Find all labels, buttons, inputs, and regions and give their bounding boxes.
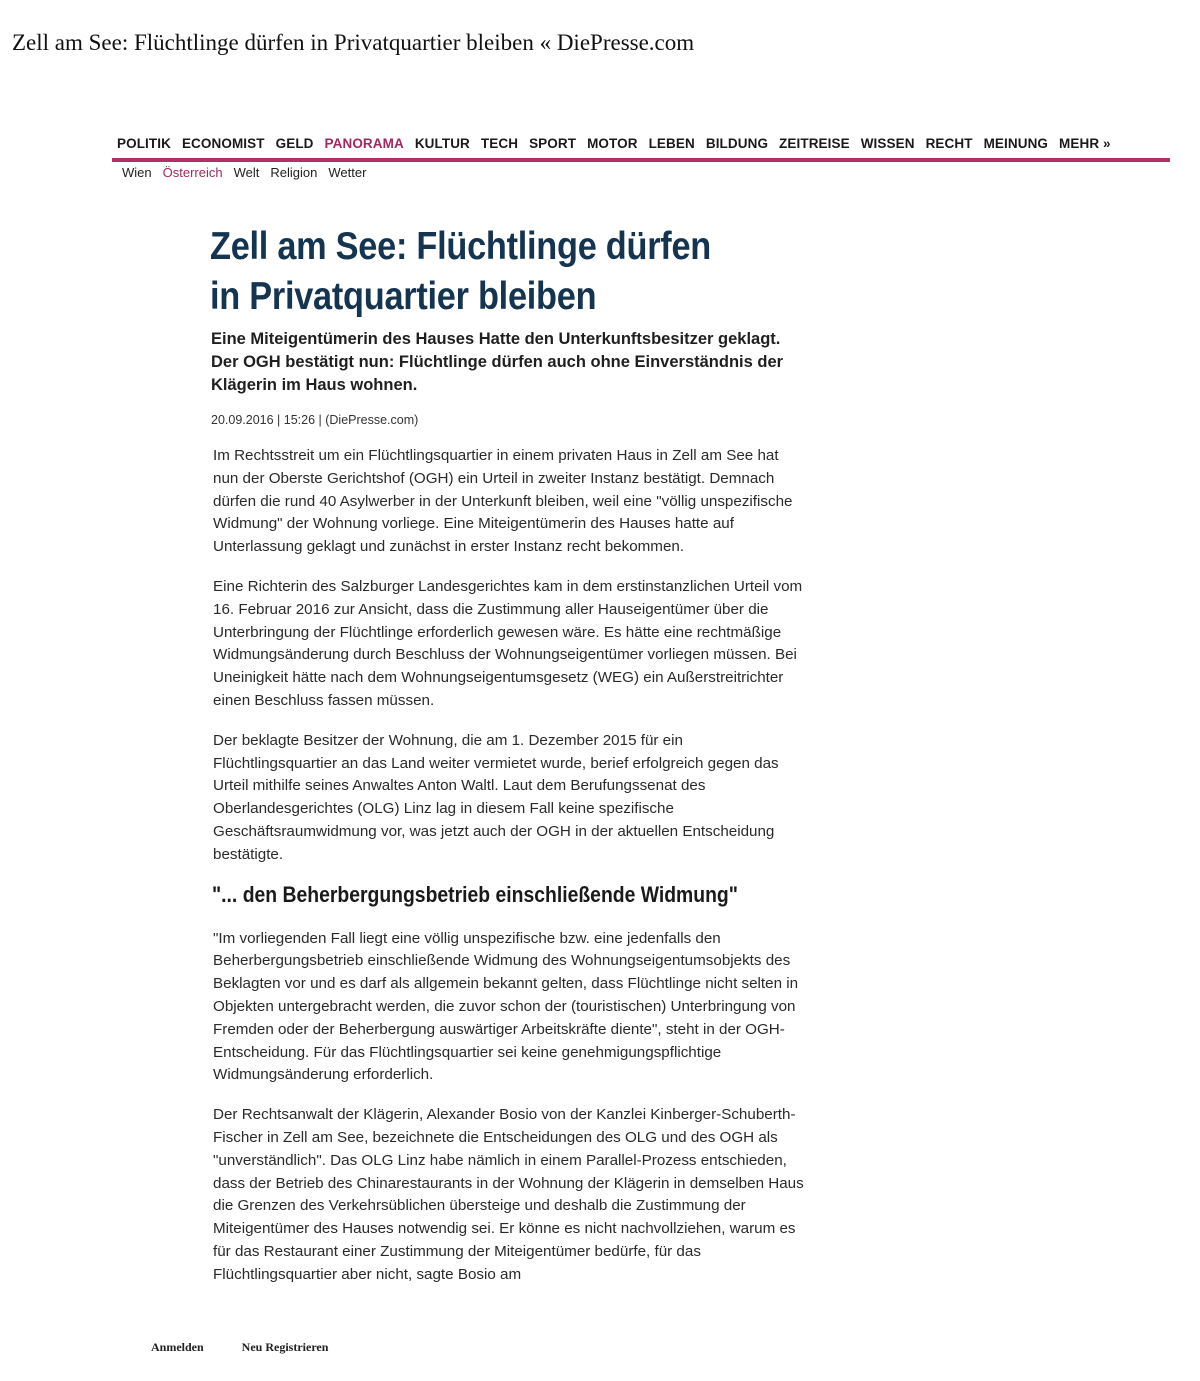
nav-item-politik[interactable]: POLITIK	[117, 135, 171, 151]
subnav-item-wetter[interactable]: Wetter	[328, 165, 367, 180]
nav-item-zeitreise[interactable]: ZEITREISE	[779, 135, 850, 151]
footer-links	[151, 1340, 366, 1355]
nav-item-sport[interactable]: SPORT	[529, 135, 577, 151]
article-paragraph: Der Rechtsanwalt der Klägerin, Alexander Bosio von der Kanzlei Kinberger-Schuberth-Fischer in Zell am See, bezeichnete die Entscheidungen des OLG und des OGH als "unverständlich". Das OLG Linz habe nämlich in einem Parallel-Prozess entschieden, dass der Betrieb des Chinarestaurants in der Wohnung der Klägerin in demselben Haus die Grenzen des Verkehrsüblichen übersteige und deshalb die Zustimmung der Miteigentümer des Hauses notwendig sei. Er könne es nicht nachvollziehen, warum es für das Restaurant einer Zustimmung der Miteigentümer bedürfe, für das Flüchtlingsquartier aber nicht, sagte Bosio am	[213, 1106, 804, 1283]
nav-item-leben[interactable]: LEBEN	[648, 135, 695, 151]
nav-item-bildung[interactable]: BILDUNG	[705, 135, 769, 151]
nav-item-recht[interactable]: RECHT	[925, 135, 973, 151]
article-paragraph: Im Rechtsstreit um ein Flüchtlingsquartier in einem privaten Haus in Zell am See hat nun der Oberste Gerichtshof (OGH) ein Urteil in zweiter Instanz bestätigt. Demnach dürfen die rund 40 Asylwerber in der Unterkunft bleiben, weil eine "völlig unspezifische Widmung" der Wohnung vorliege. Eine Miteigentümerin des Hauses hatte auf Unterlassung geklagt und zunächst in erster Instanz recht bekommen.	[213, 447, 793, 556]
document-title: Zell am See: Flüchtlinge dürfen in Privatquartier bleiben « DiePresse.com	[12, 30, 695, 55]
sub-navigation	[122, 165, 377, 180]
article-meta: 20.09.2016 | 15:26 | (DiePresse.com)	[211, 413, 419, 427]
register-link[interactable]: Neu Registrieren	[241, 1340, 329, 1354]
nav-item-panorama[interactable]: PANORAMA	[324, 135, 404, 151]
nav-item-kultur[interactable]: KULTUR	[414, 135, 470, 151]
nav-item-wissen[interactable]: WISSEN	[860, 135, 915, 151]
article-paragraph: Eine Richterin des Salzburger Landesgerichtes kam in dem erstinstanzlichen Urteil vom 16. Februar 2016 zur Ansicht, dass die Zustimmung aller Hauseigentümer über die Unterbringung der Flüchtlinge erforderlich gewesen wäre. Es hätte eine rechtmäßige Widmungsänderung durch Beschluss der Wohnungseigentümer vorliegen müssen. Bei Uneinigkeit hätte nach dem Wohnungseigentumsgesetz (WEG) ein Außerstreitrichter einen Beschluss fassen müssen.	[213, 577, 803, 709]
article-headline: Zell am See: Flüchtlinge dürfen in Privatquartier bleiben	[210, 225, 711, 318]
article-subheading: "... den Beherbergungsbetrieb einschließende Widmung"	[212, 881, 738, 907]
article-lead: Eine Miteigentümerin des Hauses Hatte den Unterkunftsbesitzer geklagt. Der OGH bestätigt nun: Flüchtlinge dürfen auch ohne Einverständnis der Klägerin im Haus wohnen.	[211, 330, 784, 394]
subnav-item-oesterreich[interactable]: Österreich	[162, 165, 223, 180]
article-paragraph: "Im vorliegenden Fall liegt eine völlig unspezifische bzw. eine jedenfalls den Beherbergungsbetrieb einschließende Widmung des Wohnungseigentumsobjekts des Beklagten vor und es darf als allgemein bekannt gelten, dass Flüchtlinge nicht selten in Objekten untergebracht werden, die zuvor schon der (touristischen) Unterbringung von Fremden oder der Beherbergung auswärtiger Arbeitskräfte diente", steht in der OGH-Entscheidung. Für das Flüchtlingsquartier sei keine genehmigungspflichtige Widmungsänderung erforderlich.	[213, 929, 799, 1084]
subnav-item-wien[interactable]: Wien	[122, 165, 152, 180]
subnav-item-religion[interactable]: Religion	[270, 165, 318, 180]
nav-item-motor[interactable]: MOTOR	[587, 135, 638, 151]
nav-item-geld[interactable]: GELD	[275, 135, 314, 151]
main-navigation	[112, 128, 1170, 162]
nav-item-meinung[interactable]: MEINUNG	[983, 135, 1049, 151]
subnav-item-welt[interactable]: Welt	[233, 165, 260, 180]
article-paragraph: Der beklagte Besitzer der Wohnung, die am 1. Dezember 2015 für ein Flüchtlingsquartier an das Land weiter vermietet wurde, berief erfolgreich gegen das Urteil mithilfe seines Anwaltes Anton Waltl. Laut dem Berufungssenat des Oberlandesgerichtes (OLG) Linz lag in diesem Fall keine spezifische Geschäftsraumwidmung vor, was jetzt auch der OGH in der aktuellen Entscheidung bestätigte.	[213, 731, 779, 863]
article-body	[213, 445, 808, 1304]
nav-item-tech[interactable]: TECH	[480, 135, 519, 151]
nav-item-mehr[interactable]: MEHR »	[1059, 135, 1111, 151]
login-link[interactable]: Anmelden	[151, 1340, 204, 1354]
nav-item-economist[interactable]: ECONOMIST	[181, 135, 265, 151]
